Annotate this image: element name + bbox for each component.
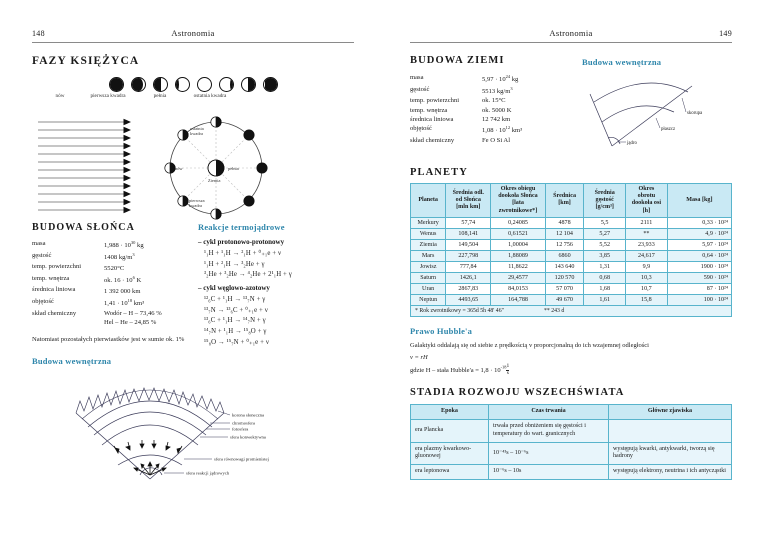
cell-orbital-period: 29,4577 bbox=[491, 272, 546, 283]
equation: ¹₁H + ¹₁H → ²₁H + ⁰₊₁e + ν bbox=[204, 250, 282, 258]
hubble-unit-fraction: $\frac{1}{s}$ bbox=[506, 363, 510, 377]
earth-key-2: temp. powierzchni bbox=[410, 97, 460, 105]
table-row bbox=[410, 85, 522, 97]
cell-density: 1,31 bbox=[584, 261, 626, 272]
sun-layer-label-2: fotosfera bbox=[232, 426, 249, 432]
left-running-title: Astronomia bbox=[171, 28, 215, 38]
table-row bbox=[32, 297, 162, 309]
hubble-constant-text: gdzie H – stała Hubble'a = 1,8 · 10 bbox=[410, 367, 501, 374]
cell-epoch: era Plancka bbox=[411, 419, 489, 442]
cell-density: 1,61 bbox=[584, 294, 626, 305]
cell-planet-name: Jowisz bbox=[411, 261, 446, 272]
equation: ¹³₇N → ¹³₆C + ⁰₊₁e + ν bbox=[204, 306, 268, 314]
sun-val-4: 1 392 000 km bbox=[104, 288, 141, 296]
cell-mass: 1900 · 10²⁴ bbox=[667, 261, 731, 272]
cell-mass: 0,64 · 10²⁴ bbox=[667, 250, 731, 261]
cell-duration: 10⁻⁴³s – 10⁻⁶s bbox=[489, 442, 609, 465]
sun-val-6: Wodór – H – 73,46 % bbox=[104, 309, 162, 317]
cell-mass: 5,97 · 10²⁴ bbox=[667, 239, 731, 250]
earth-internal-structure-block bbox=[582, 57, 732, 159]
section-title-fazy-ksiezyca: FAZY KSIĘŻYCA bbox=[32, 55, 140, 67]
sun-structure-table bbox=[32, 239, 162, 327]
planets-table-footnotes bbox=[410, 306, 732, 317]
cell-planet-name: Merkury bbox=[411, 217, 446, 228]
col-czas-trwania: Czas trwania bbox=[489, 404, 609, 419]
sun-layer-label-0: korona słoneczna bbox=[232, 412, 265, 418]
cell-mass: 4,9 · 10²⁴ bbox=[667, 228, 731, 239]
cycle-1-title: – cykl protonowo-protonowy bbox=[198, 238, 285, 246]
table-row bbox=[410, 124, 522, 136]
cell-diameter: 12 756 bbox=[545, 239, 584, 250]
cell-rotation: 24,617 bbox=[626, 250, 668, 261]
orbit-label-last-quarter-2: kwadra bbox=[190, 131, 203, 136]
cell-orbital-period: 0,24085 bbox=[491, 217, 546, 228]
earth-val-3: ok. 5000 K bbox=[482, 106, 512, 114]
cell-planet-name: Ziemia bbox=[411, 239, 446, 250]
cell-distance: 57,74 bbox=[446, 217, 491, 228]
moon-phase-new-icon bbox=[109, 77, 124, 92]
moon-phase-waning-crescent-icon bbox=[263, 77, 278, 92]
earth-val-5: $1,08 \cdot 10^{12}$ km³ bbox=[482, 125, 523, 135]
table-row bbox=[411, 465, 732, 480]
cell-density: 5,27 bbox=[584, 228, 626, 239]
moon-phase-waxing-crescent-icon bbox=[131, 77, 146, 92]
cell-diameter: 143 640 bbox=[545, 261, 584, 272]
sun-key-0: masa bbox=[32, 240, 46, 248]
right-header-rule bbox=[410, 42, 732, 43]
section-title-budowa-slonca: BUDOWA SŁOŃCA bbox=[32, 222, 135, 233]
cell-orbital-period: 164,788 bbox=[491, 294, 546, 305]
col-epoka: Epoka bbox=[411, 404, 489, 419]
sun-val-7: Hel – He – 24,85 % bbox=[104, 318, 157, 326]
table-row bbox=[411, 250, 732, 261]
sun-layer-label-1: chromosfera bbox=[232, 420, 255, 426]
cell-density: 1,68 bbox=[584, 283, 626, 294]
sun-val-2: 5520°C bbox=[104, 265, 125, 273]
orbit-label-last-quarter: ostatnia bbox=[190, 126, 204, 131]
cell-epoch: era leptonowa bbox=[411, 465, 489, 480]
cell-duration: trwała przed obniżeniem się gęstości i temperatury do wart. granicznych bbox=[489, 419, 609, 442]
cell-mass: 100 · 10²⁴ bbox=[667, 294, 731, 305]
cell-phenomena: występują kwarki, antykwarki, tworzą się hadrony bbox=[609, 442, 732, 465]
table-row bbox=[32, 262, 162, 274]
thermonuclear-reactions-block bbox=[198, 222, 354, 346]
table-row bbox=[410, 115, 522, 124]
earth-key-1: gęstość bbox=[410, 85, 430, 93]
hubble-constant-line bbox=[410, 364, 732, 377]
col-srednia-odleglosc: Średnia odl. od Słońca [mln km] bbox=[446, 184, 491, 218]
hubble-exponent: -18 bbox=[500, 364, 507, 370]
cell-distance: 149,504 bbox=[446, 239, 491, 250]
cell-phenomena bbox=[609, 419, 732, 442]
stages-table-header-row bbox=[411, 404, 732, 419]
sun-key-4: średnica liniowa bbox=[32, 286, 76, 294]
earth-val-4: 12 742 km bbox=[482, 116, 511, 124]
table-row bbox=[410, 96, 522, 105]
table-row bbox=[411, 294, 732, 305]
col-okres-obiegu: Okres obiegu dookoła Słońca [lata zwrotnikowe*] bbox=[491, 184, 546, 218]
table-row bbox=[411, 228, 732, 239]
cell-distance: 227,798 bbox=[446, 250, 491, 261]
moon-phase-first-quarter-icon bbox=[153, 77, 168, 92]
cell-orbital-period: 84,0153 bbox=[491, 283, 546, 294]
cell-rotation: ** bbox=[626, 228, 668, 239]
earth-key-6: skład chemiczny bbox=[410, 137, 455, 144]
orbit-label-first-quarter: pierwsza bbox=[189, 198, 205, 203]
planets-table-header-row bbox=[411, 184, 732, 218]
table-row bbox=[32, 239, 162, 251]
section-title-planety: PLANETY bbox=[410, 167, 468, 178]
hubble-formula: v = rH bbox=[410, 353, 428, 361]
earth-layer-label-2: jądro bbox=[627, 141, 637, 146]
right-page bbox=[380, 0, 760, 541]
moon-phase-strip bbox=[32, 77, 354, 92]
cell-mass: 0,33 · 10²⁴ bbox=[667, 217, 731, 228]
earth-layer-label-0: skorupa bbox=[687, 111, 703, 116]
subtitle-prawo-hubblea: Prawo Hubble'a bbox=[410, 325, 473, 336]
phase-label-now: nów bbox=[55, 93, 65, 99]
orbit-label-first-quarter-2: kwadra bbox=[189, 203, 202, 208]
table-row bbox=[32, 308, 162, 317]
cell-rotation: 10,7 bbox=[626, 283, 668, 294]
table-row bbox=[411, 442, 732, 465]
cell-density: 3,85 bbox=[584, 250, 626, 261]
sun-internal-structure-block bbox=[32, 356, 354, 488]
cell-phenomena: występują elektrony, neutrina i ich antycząstki bbox=[609, 465, 732, 480]
orbit-label-new: nów bbox=[175, 166, 183, 171]
cell-distance: 108,141 bbox=[446, 228, 491, 239]
sun-key-2: temp. powierzchni bbox=[32, 263, 82, 271]
cell-planet-name: Uran bbox=[411, 283, 446, 294]
cell-distance: 777,84 bbox=[446, 261, 491, 272]
right-running-title: Astronomia bbox=[549, 28, 593, 38]
sun-layer-label-5: sfera reakcji jądrowych bbox=[186, 470, 230, 476]
col-glowne-zjawiska: Główne zjawiska bbox=[609, 404, 732, 419]
moon-phase-waxing-gibbous-icon bbox=[175, 77, 190, 92]
phase-label-last-quarter: ostatnia kwadra bbox=[193, 93, 227, 99]
sun-key-5: objętość bbox=[32, 298, 54, 305]
sun-composition-note: Natomiast pozostałych pierwiastków jest w sumie ok. 1% bbox=[32, 336, 185, 344]
left-page-number: 148 bbox=[32, 29, 45, 38]
col-srednia-gestosc: Średnia gęstość [g/cm³] bbox=[584, 184, 626, 218]
cell-orbital-period: 1,88089 bbox=[491, 250, 546, 261]
subtitle-reakcje-termojadrowe: Reakcje termojądrowe bbox=[198, 222, 285, 232]
equation: ¹³₆C + ¹₁H → ¹⁴₇N + γ bbox=[204, 317, 266, 325]
cell-diameter: 12 104 bbox=[545, 228, 584, 239]
planets-table bbox=[410, 183, 732, 306]
sun-key-1: gęstość bbox=[32, 251, 52, 259]
sunlight-rays-icon bbox=[34, 118, 144, 218]
section-title-budowa-ziemi: BUDOWA ZIEMI bbox=[410, 55, 505, 66]
cell-planet-name: Wenus bbox=[411, 228, 446, 239]
earth-structure-table bbox=[410, 73, 522, 145]
earth-center-icon bbox=[208, 160, 224, 176]
earth-layers-diagram bbox=[582, 72, 732, 154]
equation: ¹₁H + ²₁H → ³₂He + γ bbox=[204, 260, 265, 268]
equation: ¹⁵₈O → ¹⁵₇N + ⁰₊₁e + ν bbox=[204, 339, 270, 347]
cell-planet-name: Neptun bbox=[411, 294, 446, 305]
cell-diameter: 120 570 bbox=[545, 272, 584, 283]
cell-distance: 1426,1 bbox=[446, 272, 491, 283]
cell-diameter: 49 670 bbox=[545, 294, 584, 305]
cell-density: 5,5 bbox=[584, 217, 626, 228]
table-row bbox=[410, 136, 522, 145]
hubble-description: Galaktyki oddalają się od siebie z prędkością v proporcjonalną do ich wzajemnej odległości bbox=[410, 341, 649, 349]
moon-orbit-circle bbox=[150, 114, 290, 222]
table-row bbox=[32, 274, 162, 286]
col-srednica: Średnica [km] bbox=[545, 184, 584, 218]
right-page-number: 149 bbox=[719, 29, 732, 38]
phase-label-first-quarter: pierwsza kwadra bbox=[90, 93, 126, 99]
table-row bbox=[410, 73, 522, 85]
right-page-header bbox=[410, 28, 732, 38]
table-row bbox=[32, 318, 162, 327]
table-row bbox=[411, 272, 732, 283]
table-row bbox=[411, 217, 732, 228]
earth-section bbox=[410, 55, 732, 159]
cell-rotation: 23,933 bbox=[626, 239, 668, 250]
earth-structure-block bbox=[410, 55, 574, 159]
convection-arrows-icon bbox=[114, 440, 182, 453]
section-title-stadia-rozwoju: STADIA ROZWOJU WSZECHŚWIATA bbox=[410, 386, 625, 398]
cell-diameter: 4878 bbox=[545, 217, 584, 228]
sun-key-7 bbox=[32, 318, 104, 327]
earth-layer-label-1: płaszcz bbox=[661, 127, 676, 132]
sun-section bbox=[32, 222, 354, 346]
cell-diameter: 6860 bbox=[545, 250, 584, 261]
subtitle-budowa-wewnetrzna-slonca: Budowa wewnętrzna bbox=[32, 356, 112, 367]
cell-rotation: 9,9 bbox=[626, 261, 668, 272]
cell-planet-name: Saturn bbox=[411, 272, 446, 283]
cell-mass: 87 · 10²⁴ bbox=[667, 283, 731, 294]
cell-planet-name: Mars bbox=[411, 250, 446, 261]
phase-label-full: pełnia bbox=[153, 93, 167, 99]
sun-val-3: ok. $16 \cdot 10^6$ K bbox=[104, 274, 142, 285]
orbit-label-earth: Ziemia bbox=[208, 178, 221, 183]
sun-key-3: temp. wnętrza bbox=[32, 274, 70, 282]
corona-jagged-outline bbox=[76, 388, 224, 413]
earth-val-2: ok. 15°C bbox=[482, 97, 506, 105]
cell-distance: 2867,83 bbox=[446, 283, 491, 294]
table-row bbox=[32, 285, 162, 297]
subtitle-budowa-wewnetrzna-ziemi: Budowa wewnętrzna bbox=[582, 57, 662, 67]
col-okres-obrotu: Okres obrotu dookoła osi [h] bbox=[626, 184, 668, 218]
sun-layer-label-3: sfera konwektywna bbox=[230, 434, 266, 440]
moon-phase-last-quarter-icon bbox=[241, 77, 256, 92]
cell-orbital-period: 0,61521 bbox=[491, 228, 546, 239]
earth-key-0: masa bbox=[410, 74, 424, 82]
table-row bbox=[32, 251, 162, 263]
sun-layer-label-4: sfera równowagi promienistej bbox=[214, 456, 269, 462]
sun-val-1: 1408 $kg/m^3$ bbox=[104, 251, 135, 261]
cell-distance: 4493,65 bbox=[446, 294, 491, 305]
equation: ¹⁴₇N + ¹₁H → ¹⁵₈O + γ bbox=[204, 327, 267, 335]
sun-key-6: skład chemiczny bbox=[32, 309, 77, 317]
moon-phase-full-icon bbox=[197, 77, 212, 92]
cell-orbital-period: 1,00004 bbox=[491, 239, 546, 250]
cell-rotation: 15,8 bbox=[626, 294, 668, 305]
table-row bbox=[411, 419, 732, 442]
cycle-2-title: – cykl węglowo-azotowy bbox=[198, 284, 270, 293]
cell-duration: 10⁻⁶s – 10s bbox=[489, 465, 609, 480]
footnote-tropical-year: * Rok zwrotnikowy = 365d 5h 48' 46" bbox=[415, 307, 504, 314]
earth-key-5: objętość bbox=[410, 125, 432, 133]
sun-val-5: $1,41 \cdot 10^{18}$ km³ bbox=[104, 298, 145, 308]
cell-epoch: era plazmy kwarkowo-gluonowej bbox=[411, 442, 489, 465]
earth-val-0: $5,97 \cdot 10^{24}$ kg bbox=[482, 74, 519, 84]
table-row bbox=[411, 239, 732, 250]
equation: ¹²₆C + ¹₁H → ¹³₇N + γ bbox=[204, 295, 266, 303]
cell-diameter: 57 070 bbox=[545, 283, 584, 294]
cell-density: 0,68 bbox=[584, 272, 626, 283]
moon-phase-labels bbox=[32, 94, 354, 110]
earth-val-6: Fe O Si Al bbox=[482, 137, 511, 144]
sun-layers-diagram bbox=[32, 371, 332, 483]
table-row bbox=[410, 106, 522, 115]
moon-phase-waning-gibbous-icon bbox=[219, 77, 234, 92]
earth-val-1: 5513 $kg/m^3$ bbox=[482, 85, 513, 95]
stages-table bbox=[410, 404, 732, 481]
left-page-header bbox=[32, 28, 354, 38]
earth-key-3: temp. wnętrza bbox=[410, 106, 448, 114]
sun-val-0: $1,988 \cdot 10^{30}$ kg bbox=[104, 240, 144, 250]
cell-mass: 590 · 10²⁴ bbox=[667, 272, 731, 283]
left-header-rule bbox=[32, 42, 354, 43]
cell-rotation: 2111 bbox=[626, 217, 668, 228]
col-planeta: Planeta bbox=[411, 184, 446, 218]
cell-orbital-period: 11,8622 bbox=[491, 261, 546, 272]
table-row bbox=[411, 283, 732, 294]
earth-key-4: średnica liniowa bbox=[410, 116, 454, 124]
orbit-label-full: pełnia bbox=[228, 166, 239, 171]
col-masa: Masa [kg] bbox=[667, 184, 731, 218]
cell-rotation: 10,3 bbox=[626, 272, 668, 283]
cell-density: 5,52 bbox=[584, 239, 626, 250]
equation: ³₂He + ³₂He → ⁴₂He + 2¹₁H + γ bbox=[204, 271, 292, 279]
moon-orbit-diagram bbox=[32, 114, 354, 222]
footnote-venus-rotation: ** 243 d bbox=[543, 307, 565, 314]
table-row bbox=[411, 261, 732, 272]
sun-structure-block bbox=[32, 222, 188, 346]
